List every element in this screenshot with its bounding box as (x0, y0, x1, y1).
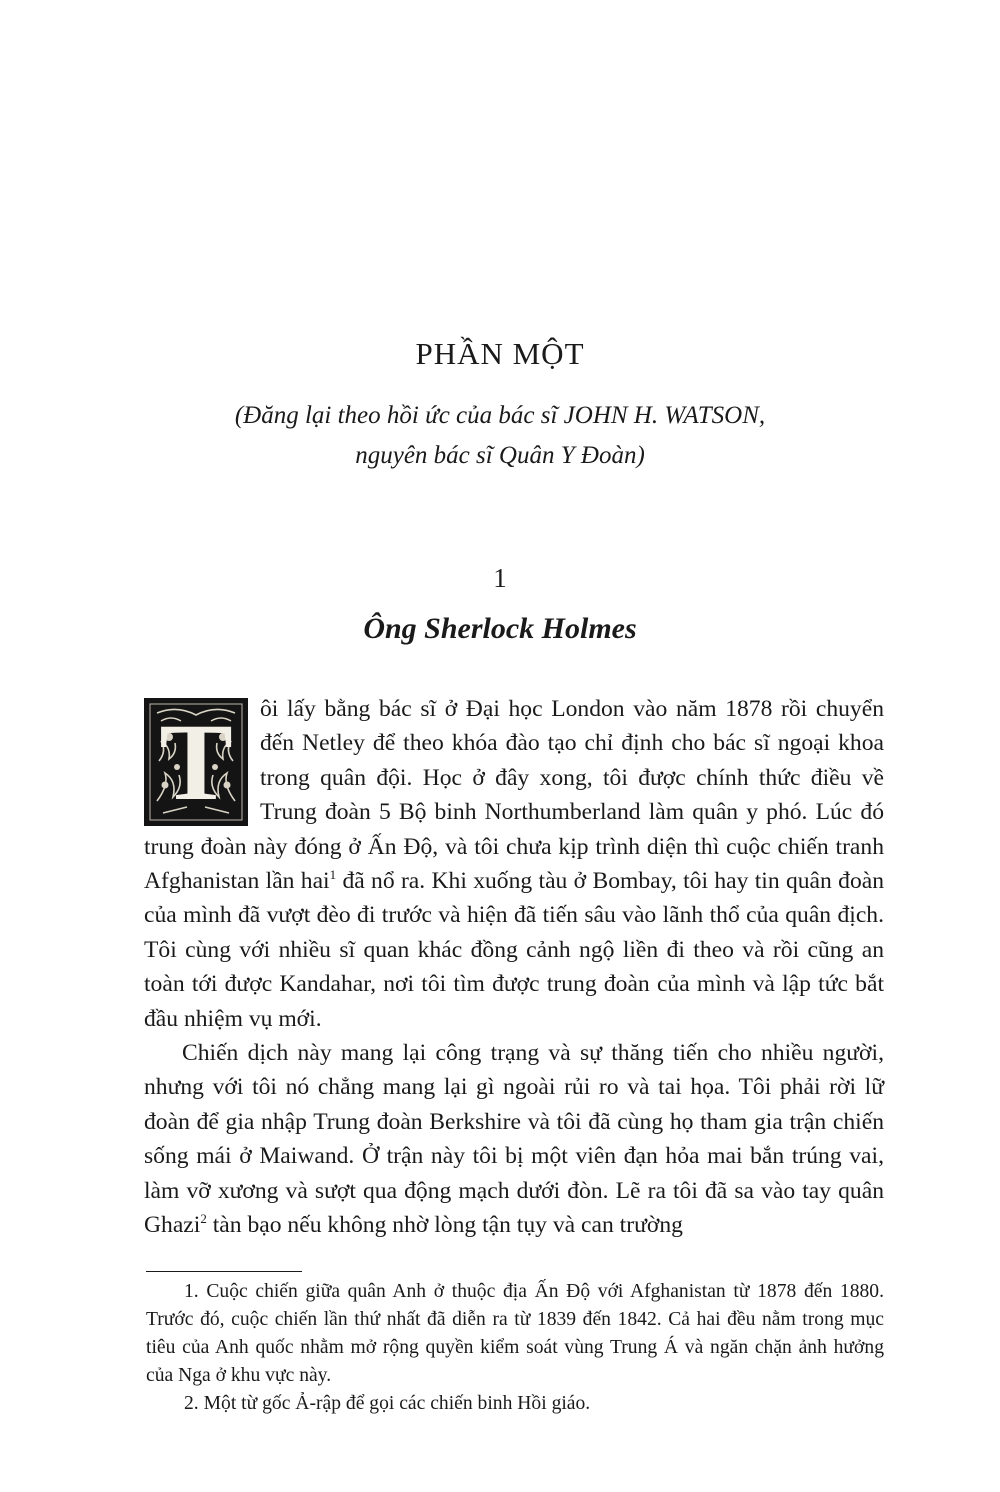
footnote-ref-2: 2 (200, 1211, 207, 1227)
paragraph-2-text-a: Chiến dịch này mang lại công trạng và sự thăng tiến cho nhiều người, nhưng với tôi nó chẳng mang lại gì ngoài rủi ro và tai họa. Tôi phải rời lữ đoàn để gia nhập Trung đoàn Berkshire và tôi đã cùng họ tham gia trận chiến sống mái ở Maiwand. Ở trận này tôi bị một viên đạn hỏa mai bắn trúng vai, làm vỡ xương và sượt qua động mạch dưới đòn. Lẽ ra tôi đã sa vào tay quân Ghazi (144, 1040, 884, 1239)
paragraph-2 (144, 1036, 884, 1242)
chapter-body (144, 692, 884, 1243)
part-title: PHẦN MỘT (415, 336, 585, 371)
footnote-2: 2. Một từ gốc Ả-rập để gọi các chiến binh Hồi giáo. (184, 1393, 591, 1414)
part-subtitle-line-1: (Đăng lại theo hồi ức của bác sĩ JOHN H. WATSON, (234, 402, 766, 429)
part-subtitle-line-2: nguyên bác sĩ Quân Y Đoàn) (355, 442, 645, 469)
paragraph-1-text-a: ôi lấy bằng bác sĩ ở Đại học London vào năm 1878 rồi chuyển đến Netley để theo khóa đào tạo chỉ định cho bác sĩ ngoại khoa trong quân đội. Học ở đây xong, tôi được chính thức điều về Trung đoàn 5 Bộ binh Northumberland làm quân y phó. Lúc đó trung đoàn này đóng ở Ấn Độ, và tôi chưa kịp trình diện thì cuộc chiến tranh Afghanistan lần hai (144, 696, 884, 895)
paragraph-2-text-b: tàn bạo nếu không nhờ lòng tận tụy và can trường (206, 1212, 683, 1239)
drop-cap-ornament (144, 698, 248, 826)
part-subtitle (0, 396, 1000, 476)
drop-cap-letter: T (159, 701, 233, 823)
paragraph-1 (144, 692, 884, 1036)
chapter-number: 1 (493, 563, 507, 593)
footnote-divider (146, 1271, 302, 1272)
footnote-1: 1. Cuộc chiến giữa quân Anh ở thuộc địa Ấn Độ với Afghanistan từ 1878 đến 1880. Trước đó, cuộc chiến lần thứ nhất đã diễn ra từ 1839 đến 1842. Cả hai đều nằm trong mục tiêu của Anh quốc nhằm mở rộng quyền kiểm soát vùng Trung Á và ngăn chặn ảnh hưởng của Nga ở khu vực này. (146, 1281, 884, 1386)
chapter-title: Ông Sherlock Holmes (363, 612, 637, 645)
footnotes (146, 1278, 884, 1418)
paragraph-1-text-b: đã nổ ra. Khi xuống tàu ở Bombay, tôi hay tin quân đoàn của mình đã vượt đèo đi trước và hiện đã tiến sâu vào lãnh thổ của quân địch. Tôi cùng với nhiều sĩ quan khác đồng cảnh ngộ liền đi theo và rồi cũng an toàn tới được Kandahar, nơi tôi tìm được trung đoàn của mình và lập tức bắt đầu nhiệm vụ mới. (144, 868, 885, 1032)
footnote-ref-1: 1 (329, 867, 337, 883)
